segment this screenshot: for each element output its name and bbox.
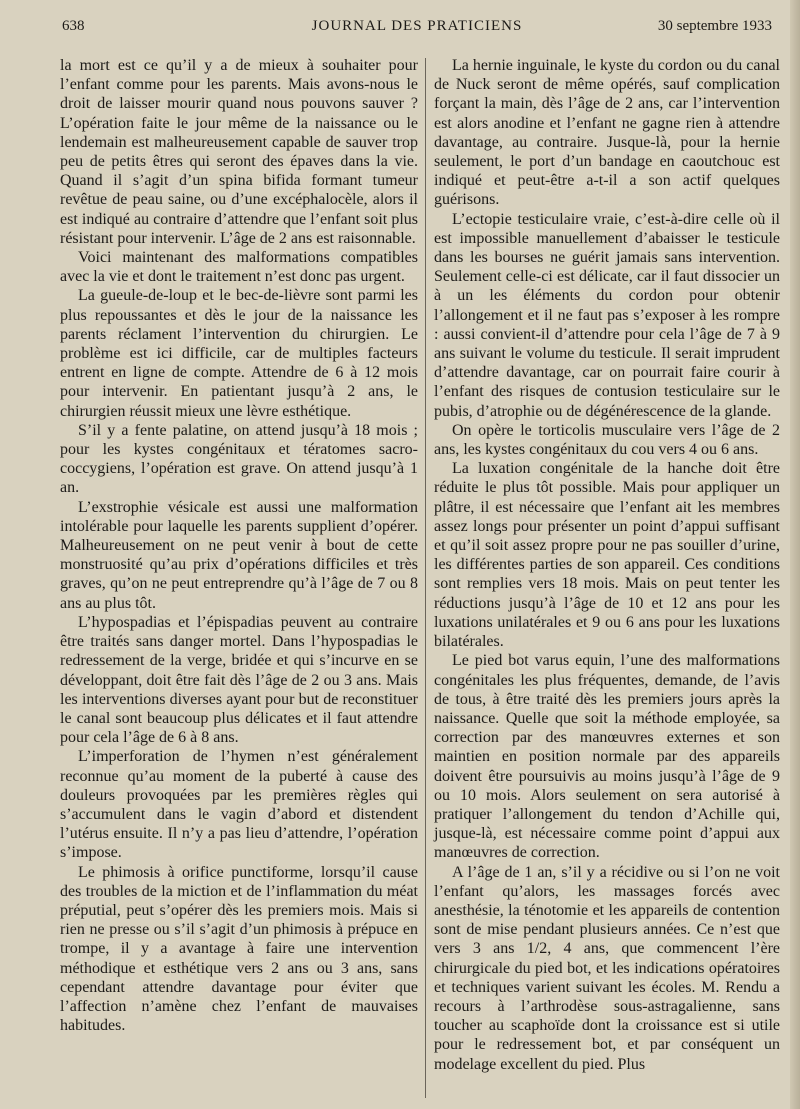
paragraph: La luxation congénitale de la hanche doit être réduite le plus tôt possible. Mais pour appliquer un plâtre, il est nécessaire que l’enfant ait les membres assez longs pour présenter un point d’appui suffisant et qu’il soit assez propre pour ne pas souiller d’urine, les différentes parties de son appareil. Ces conditions sont remplies vers 18 mois. Mais on peut tenter les réductions jusqu’à l’âge de 10 et 12 ans pour les luxations unilatérales et 9 ou 6 ans pour les luxations bilatérales. [434, 460, 780, 651]
paragraph: L’imperforation de l’hymen n’est généralement reconnue qu’au moment de la puberté à cause des douleurs provoquées par les premières règles qui s’accumulent dans le vagin d’abord et distendent l’utérus ensuite. Il n’y a pas lieu d’attendre, l’opération s’impose. [60, 748, 418, 862]
paragraph: La gueule-de-loup et le bec-de-lièvre sont parmi les plus repoussantes et dès le jour de la naissance les parents réclament l’intervention du chirurgien. Le problème est ici difficile, car de multiples facteurs entrent en ligne de compte. Attendre de 6 à 12 mois pour intervenir. En patientant jusqu’à 2 ans, le chirurgien réussit mieux une lèvre esthétique. [60, 287, 418, 420]
journal-title: JOURNAL DES PRATICIENS [311, 18, 523, 34]
paragraph: La hernie inguinale, le kyste du cordon ou du canal de Nuck seront de même opérés, sauf complication forçant la main, dès l’âge de 2 ans, car l’intervention est alors anodine et l’enfant ne gagne rien à attendre davantage, au contraire. Jusque-là, pour la hernie seulement, le port d’un bandage en caoutchouc est indiqué et peut-être a-t-il a son actif quelques guérisons. [434, 57, 780, 209]
paragraph: L’hypospadias et l’épispadias peuvent au contraire être traités sans danger mortel. Dans l’hypospadias le redressement de la verge, bridée et qui s’incurve en se développant, doit être fait dès l’âge de 2 ou 3 ans. Mais les interventions diverses ayant pour but de reconstituer le canal sont beaucoup plus délicates et il faut attendre pour cela l’âge de 6 à 8 ans. [60, 613, 418, 747]
paragraph: L’ectopie testiculaire vraie, c’est-à-dire celle où il est impossible manuellement d’abaisser le testicule dans les bourses ne guérit jamais sans intervention. Seulement celle-ci est délicate, car il faut dissocier un à un les éléments du cordon pour obtenir l’allongement et il ne faut pas s’exposer à les rompre : aussi convient-il d’attendre pour cela l’âge de 7 à 9 ans suivant le volume du testicule. Il serait imprudent d’attendre davantage, car on pourrait faire courir à l’enfant des risques de contusion testiculaire sur le pubis, d’atrophie ou de dégénérescence de la glande. [434, 210, 780, 420]
column-divider [425, 58, 426, 1098]
page-number: 638 [62, 18, 85, 34]
paragraph: L’exstrophie vésicale est aussi une malformation intolérable pour laquelle les parents supplient d’opérer. Malheureusement on ne peut venir à bout de cette monstruosité qu’au prix d’opérations difficiles et très graves, qu’on ne peut entreprendre qu’à l’âge de 7 ou 8 ans au plus tôt. [60, 498, 418, 612]
paragraph: Voici maintenant des malformations compatibles avec la vie et dont le traitement n’est donc pas urgent. [60, 249, 418, 286]
paragraph: A l’âge de 1 an, s’il y a récidive ou si l’on ne voit l’enfant qu’alors, les massages forcés avec anesthésie, la ténotomie et les appareils de contention sont de mise pendant plusieurs années. Ce n’est que vers 3 ans 1/2, 4 ans, que commencent l’ère chirurgicale du pied bot, et les indications opératoires et techniques varient suivant les écoles. M. Rendu a recours à l’arthrodèse sous-astragalienne, sans toucher au scaphoïde dont la croissance est si utile pour le redressement bot, et par conséquent un modelage excellent du pied. Plus [434, 863, 780, 1073]
paragraph: Le pied bot varus equin, l’une des malformations congénitales les plus fréquentes, demande, de l’avis de tous, à être traité dès les premiers jours après la naissance. Quelle que soit la méthode employée, sa correction par des manœuvres externes et son maintien en position normale par des appareils doivent être poursuivis au moins jusqu’à l’âge de 9 ou 10 mois. Alors seulement on sera autorisé à pratiquer l’allongement du tendon d’Achille qui, jusque-là, est nécessaire comme point d’appui aux manœuvres de correction. [434, 652, 780, 862]
paragraph: On opère le torticolis musculaire vers l’âge de 2 ans, les kystes congénitaux du cou vers 4 ou 6 ans. [434, 421, 780, 459]
paragraph: la mort est ce qu’il y a de mieux à souhaiter pour l’enfant comme pour les parents. Mais avons-nous le droit de laisser mourir quand nous pouvons sauver ? L’opération faite le jour même de la naissance ou le lendemain est malheureusement capable de sauver trop peu de petits êtres qui seront des épaves dans la vie. Quand il s’agit d’un spina bifida formant tumeur revêtue de peau saine, ou d’une excéphalocèle, alors il est indiqué au contraire d’attendre que l’enfant soit plus résistant pour intervenir. L’âge de 2 ans est raisonnable. [60, 57, 418, 247]
issue-date: 30 septembre 1933 [657, 18, 772, 34]
right-column [434, 56, 780, 1074]
page-edge-shadow [790, 0, 800, 1109]
paragraph: Le phimosis à orifice punctiforme, lorsqu’il cause des troubles de la miction et de l’inflammation du méat préputial, peut s’opérer dès les premiers mois. Mais si rien ne presse ou s’il s’agit d’un phimosis à prépuce en trompe, il y a avantage à faire une intervention méthodique et esthétique vers 2 ans ou 3 ans, sans cependant attendre davantage pour éviter que l’affection n’amène chez l’enfant de mauvaises habitudes. [60, 863, 418, 1035]
left-column [60, 56, 418, 1035]
paragraph: S’il y a fente palatine, on attend jusqu’à 18 mois ; pour les kystes congénitaux et tératomes sacro-coccygiens, l’opération est grave. On attend jusqu’à 1 an. [60, 421, 418, 497]
page-header [62, 18, 772, 42]
